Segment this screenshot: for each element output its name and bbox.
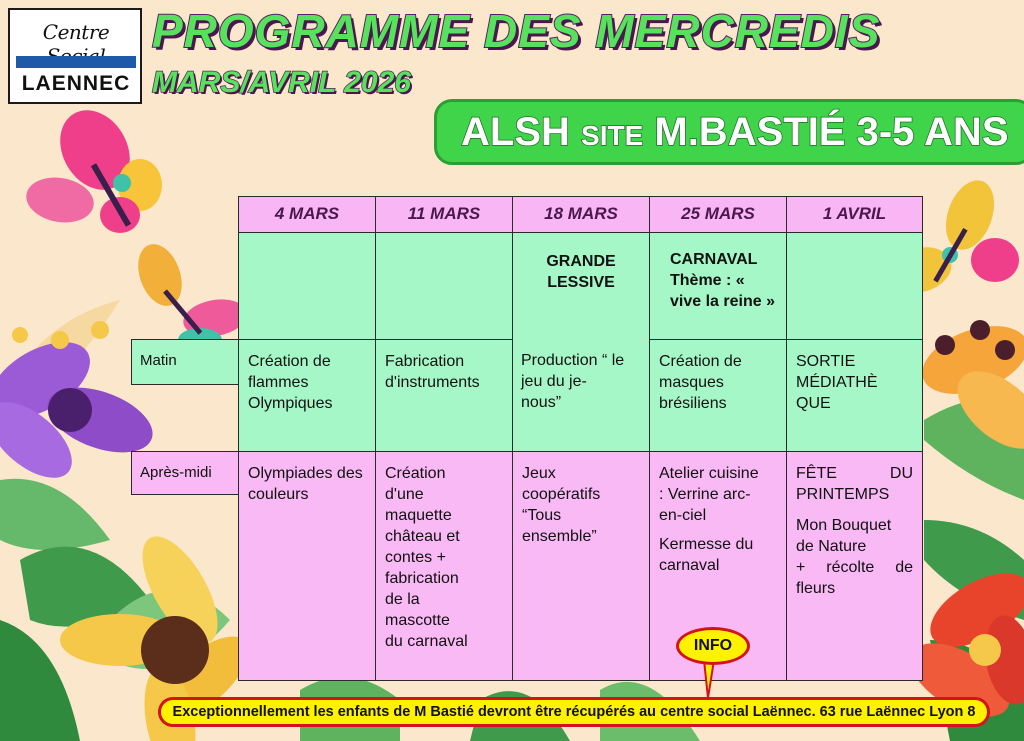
matin-cell-3: Production “ le jeu du je-nous” bbox=[521, 352, 625, 411]
date-header-4: 25 MARS bbox=[649, 196, 787, 233]
fete-printemps-text: FÊTE DU PRINTEMPS bbox=[796, 465, 913, 503]
butterfly-top-left-icon bbox=[23, 98, 162, 233]
date-header-1: 4 MARS bbox=[238, 196, 376, 233]
row-label-apres-midi: Après-midi bbox=[131, 451, 239, 495]
apres-midi-cell-5 bbox=[786, 451, 923, 681]
logo-blue-bar bbox=[16, 56, 136, 68]
row-label-matin: Matin bbox=[131, 339, 239, 385]
apres-midi-cell-1: Olympiades des couleurs bbox=[238, 451, 376, 681]
centre-social-logo bbox=[8, 8, 142, 104]
theme-carnaval bbox=[649, 232, 787, 340]
page-subtitle: MARS/AVRIL 2026 bbox=[152, 66, 411, 99]
atelier-cuisine-text: Atelier cuisine : Verrine arc-en-ciel bbox=[659, 465, 759, 524]
banner-part-3: M.BASTIÉ 3-5 ANS bbox=[654, 110, 1009, 154]
page-title: PROGRAMME DES MERCREDIS bbox=[152, 5, 881, 57]
date-header-2: 11 MARS bbox=[375, 196, 513, 233]
butterfly-mid-left-icon bbox=[130, 238, 249, 352]
matin-cell-2: Fabrication d'instruments bbox=[375, 339, 513, 452]
banner-part-1: ALSH bbox=[461, 110, 570, 154]
bouquet-text: Mon Bouquet de Nature bbox=[796, 517, 892, 555]
apres-midi-cell-3: Jeux coopératifs “Tous ensemble” bbox=[512, 451, 650, 681]
date-header-3: 18 MARS bbox=[512, 196, 650, 233]
info-pointer bbox=[700, 660, 720, 700]
recolte-text: + récolte de fleurs bbox=[796, 559, 913, 597]
logo-script-text: Centre bbox=[42, 20, 110, 44]
theme-cell-5 bbox=[786, 232, 923, 340]
logo-name-text: LAENNEC bbox=[21, 72, 131, 95]
site-banner bbox=[434, 99, 1024, 165]
matin-cell-1: Création de flammes Olympiques bbox=[238, 339, 376, 452]
banner-text bbox=[461, 110, 1009, 155]
kermesse-text: Kermesse du carnaval bbox=[659, 536, 754, 574]
theme-grande-lessive-text: GRANDE LESSIVE bbox=[546, 253, 616, 291]
info-badge: INFO bbox=[676, 627, 750, 665]
theme-cell-2 bbox=[375, 232, 513, 340]
matin-cell-4: Création de masques brésiliens bbox=[649, 339, 787, 452]
theme-cell-1 bbox=[238, 232, 376, 340]
theme-carnaval-text: CARNAVAL Thème : « vive la reine » bbox=[670, 251, 775, 310]
apres-midi-cell-2: Création d'une maquette château et contes + fabrication de la mascotte du carnaval bbox=[375, 451, 513, 681]
footer-notice: Exceptionnellement les enfants de M Bastié devront être récupérés au centre social Laënnec. 63 rue Laënnec Lyon 8 bbox=[158, 697, 990, 727]
banner-part-2: SITE bbox=[581, 120, 644, 151]
date-header-5: 1 AVRIL bbox=[786, 196, 923, 233]
matin-cell-5: SORTIE MÉDIATHÈ QUE bbox=[786, 339, 923, 452]
